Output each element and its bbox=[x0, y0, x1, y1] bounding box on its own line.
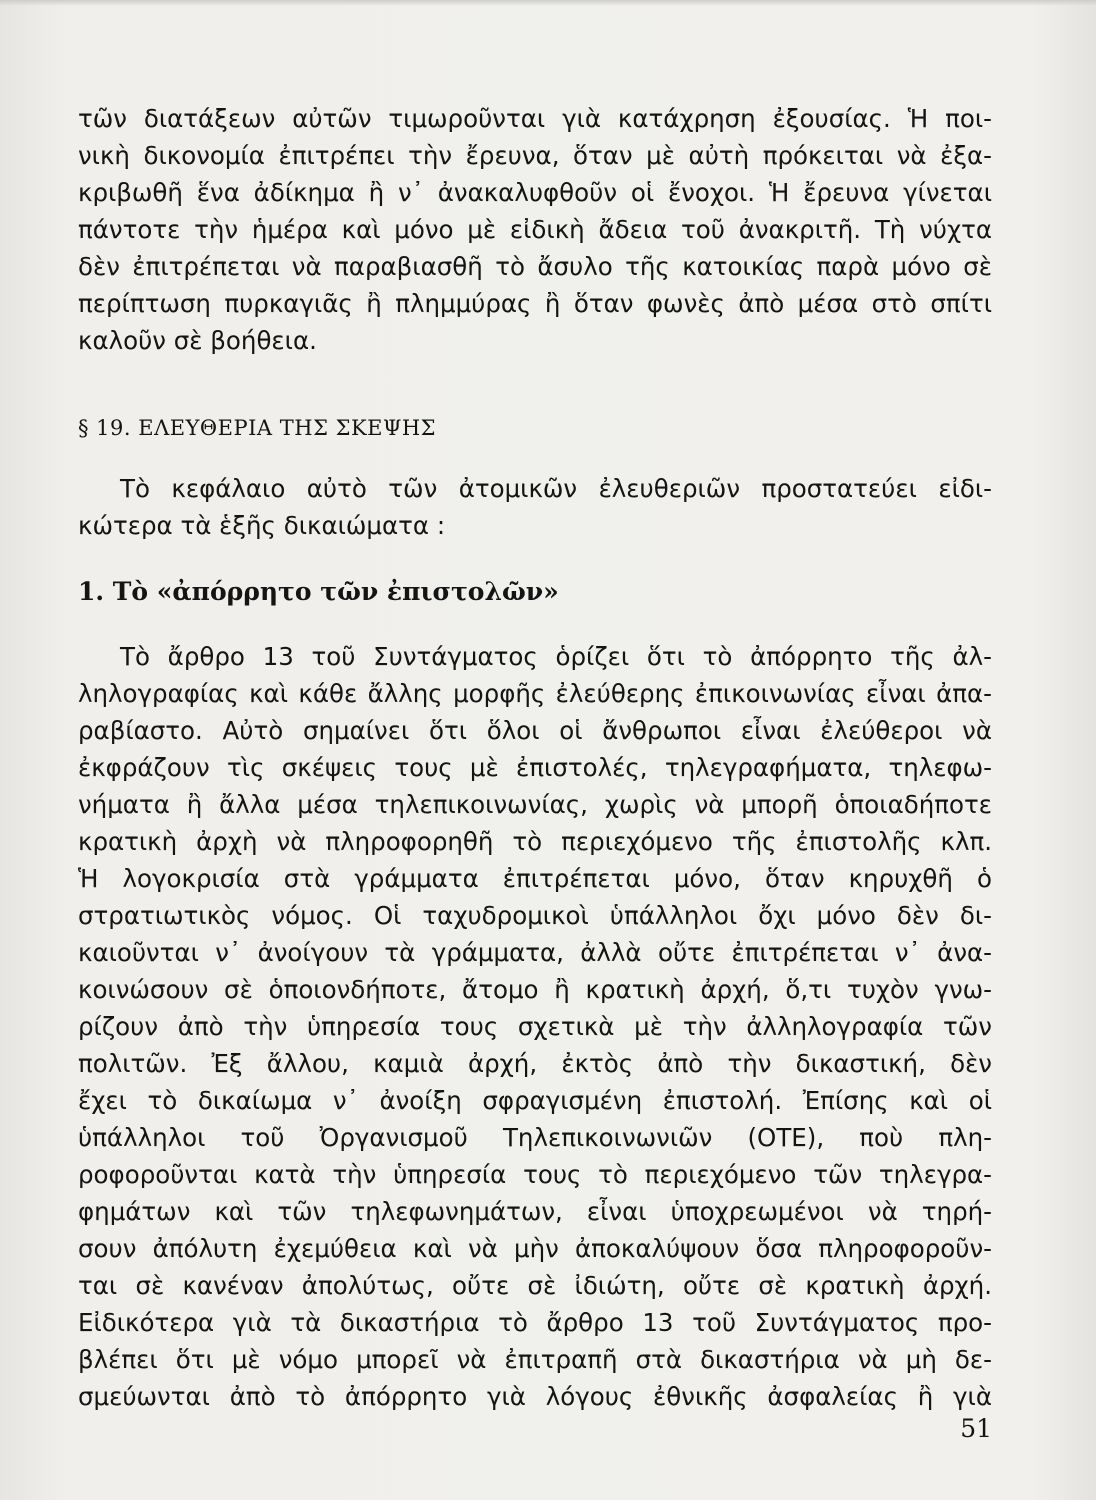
text-line: περίπτωση πυρκαγιᾶς ἢ πλημμύρας ἢ ὅταν φωνὲς ἀπὸ μέσα στὸ σπίτι bbox=[78, 289, 992, 318]
text-line: ραβίαστο. Αὐτὸ σημαίνει ὅτι ὅλοι οἱ ἄνθρωποι εἶναι ἐλεύθεροι νὰ bbox=[78, 716, 992, 745]
text-line: ροφοροῦνται κατὰ τὴν ὑπηρεσία τους τὸ περιεχόμενο τῶν τηλεγρα- bbox=[78, 1160, 992, 1189]
paragraph-1 bbox=[78, 100, 992, 359]
text-line: σουν ἀπόλυτη ἐχεμύθεια καὶ νὰ μὴν ἀποκαλύψουν ὅσα πληροφοροῦν- bbox=[78, 1234, 992, 1263]
text-line: Τὸ ἄρθρο 13 τοῦ Συντάγματος ὁρίζει ὅτι τὸ ἀπόρρητο τῆς ἀλ- bbox=[120, 642, 992, 671]
text-line: φημάτων καὶ τῶν τηλεφωνημάτων, εἶναι ὑποχρεωμένοι νὰ τηρή- bbox=[78, 1197, 992, 1226]
text-line: στρατιωτικὸς νόμος. Οἱ ταχυδρομικοὶ ὑπάλληλοι ὄχι μόνο δὲν δι- bbox=[78, 901, 992, 930]
text-line: κρατικὴ ἀρχὴ νὰ πληροφορηθῆ τὸ περιεχόμενο τῆς ἐπιστολῆς κλπ. bbox=[78, 827, 992, 856]
paragraph-2 bbox=[78, 470, 992, 544]
text-line: πάντοτε τὴν ἡμέρα καὶ μόνο μὲ εἰδικὴ ἄδεια τοῦ ἀνακριτῆ. Τὴ νύχτα bbox=[78, 215, 992, 244]
text-line: καλοῦν σὲ βοήθεια. bbox=[78, 326, 317, 355]
paragraph-3 bbox=[78, 638, 992, 1415]
text-line: Εἰδικότερα γιὰ τὰ δικαστήρια τὸ ἄρθρο 13 τοῦ Συντάγματος προ- bbox=[78, 1308, 992, 1337]
text-line: κοινώσουν σὲ ὁποιονδήποτε, ἄτομο ἢ κρατικὴ ἀρχή, ὅ,τι τυχὸν γνω- bbox=[78, 975, 992, 1004]
text-line: κώτερα τὰ ἑξῆς δικαιώματα : bbox=[78, 511, 446, 540]
text-line: κριβωθῆ ἕνα ἀδίκημα ἢ ν᾿ ἀνακαλυφθοῦν οἱ ἔνοχοι. Ἡ ἔρευνα γίνεται bbox=[78, 178, 992, 207]
text-line: καιοῦνται ν᾿ ἀνοίγουν τὰ γράμματα, ἀλλὰ οὔτε ἐπιτρέπεται ν᾿ ἀνα- bbox=[78, 938, 992, 967]
text-line: δὲν ἐπιτρέπεται νὰ παραβιασθῆ τὸ ἄσυλο τῆς κατοικίας παρὰ μόνο σὲ bbox=[78, 252, 992, 281]
text-line: βλέπει ὅτι μὲ νόμο μπορεῖ νὰ ἐπιτραπῆ στὰ δικαστήρια νὰ μὴ δε- bbox=[78, 1345, 992, 1374]
text-line: ται σὲ κανέναν ἀπολύτως, οὔτε σὲ ἰδιώτη, οὔτε σὲ κρατικὴ ἀρχή. bbox=[78, 1271, 992, 1300]
text-line: νήματα ἢ ἄλλα μέσα τηλεπικοινωνίας, χωρὶς νὰ μπορῆ ὁποιαδήποτε bbox=[78, 790, 992, 819]
page-edge bbox=[0, 0, 1096, 6]
text-line: σμεύωνται ἀπὸ τὸ ἀπόρρητο γιὰ λόγους ἐθνικῆς ἀσφαλείας ἢ γιὰ bbox=[78, 1382, 992, 1411]
text-line: Τὸ κεφάλαιο αὐτὸ τῶν ἀτομικῶν ἐλευθεριῶν προστατεύει εἰδι- bbox=[120, 474, 992, 503]
text-line: πολιτῶν. Ἐξ ἄλλου, καμιὰ ἀρχή, ἐκτὸς ἀπὸ τὴν δικαστική, δὲν bbox=[78, 1049, 992, 1078]
page-number: 51 bbox=[960, 1414, 992, 1443]
text-line: ληλογραφίας καὶ κάθε ἄλλης μορφῆς ἐλεύθερης ἐπικοινωνίας εἶναι ἀπα- bbox=[78, 679, 992, 708]
text-line: ρίζουν ἀπὸ τὴν ὑπηρεσία τους σχετικὰ μὲ τὴν ἀλληλογραφία τῶν bbox=[78, 1012, 992, 1041]
text-line: τῶν διατάξεων αὐτῶν τιμωροῦνται γιὰ κατάχρηση ἐξουσίας. Ἡ ποι- bbox=[78, 104, 992, 133]
text-line: νικὴ δικονομία ἐπιτρέπει τὴν ἔρευνα, ὅταν μὲ αὐτὴ πρόκειται νὰ ἐξα- bbox=[78, 141, 992, 170]
text-line: Ἡ λογοκρισία στὰ γράμματα ἐπιτρέπεται μόνο, ὅταν κηρυχθῆ ὁ bbox=[78, 864, 992, 893]
subheading: 1. Τὸ «ἀπόρρητο τῶν ἐπιστολῶν» bbox=[78, 577, 559, 606]
text-line: ἐκφράζουν τὶς σκέψεις τους μὲ ἐπιστολές, τηλεγραφήματα, τηλεφω- bbox=[78, 753, 992, 782]
section-heading: § 19. ΕΛΕΥΘΕΡΙΑ ΤΗΣ ΣΚΕΨΗΣ bbox=[78, 416, 437, 440]
text-line: ἔχει τὸ δικαίωμα ν᾿ ἀνοίξη σφραγισμένη ἐπιστολή. Ἐπίσης καὶ οἱ bbox=[78, 1086, 992, 1115]
text-line: ὑπάλληλοι τοῦ Ὀργανισμοῦ Τηλεπικοινωνιῶν (ΟΤΕ), ποὺ πλη- bbox=[78, 1123, 992, 1152]
